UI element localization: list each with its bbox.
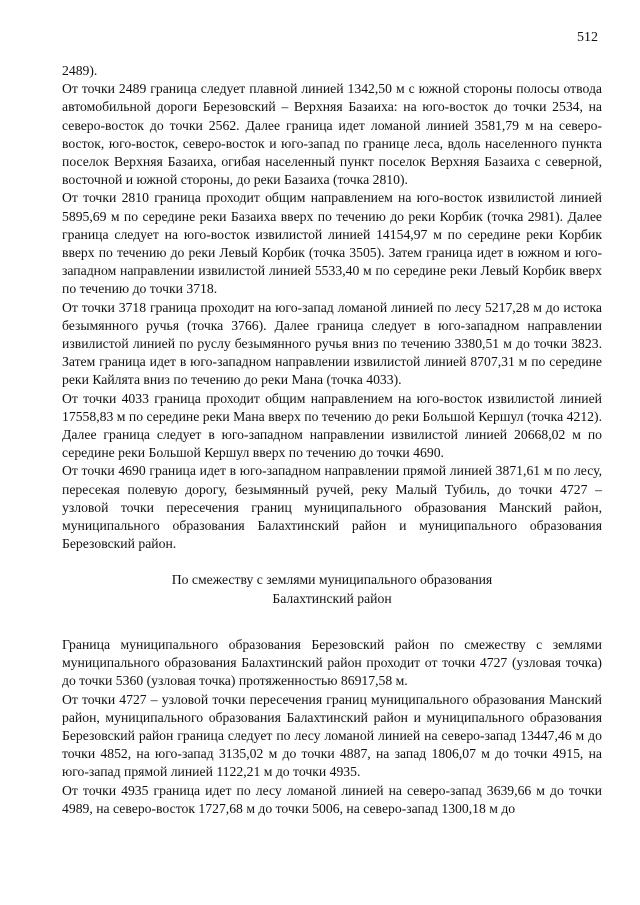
- paragraph-5: От точки 4033 граница проходит общим направлением на юго-восток извилистой линией 17558,83 м по середине реки Мана вверх по течению до реки Большой Кершул (точка 4212). Далее граница следует в юго-западном направлении извилистой линией 20668,02 м по середине реки Большой Кершул вверх по течению до точки 4690.: [62, 390, 602, 461]
- document-body: [62, 62, 602, 818]
- paragraph-1: 2489).: [62, 63, 98, 78]
- paragraph-7: Граница муниципального образования Березовский район по смежеству с землями муниципального образования Балахтинский район проходит от точки 4727 (узловая точка) до точки 5360 (узловая точка) протяженностью 86917,58 м.: [62, 636, 602, 689]
- paragraph-6: От точки 4690 граница идет в юго-западном направлении прямой линией 3871,61 м по лесу, пересекая полевую дорогу, безымянный ручей, реку Малый Тубиль, до точки 4727 – узловой точки пересечения границ муниципального образования Манский район, муниципального образования Балахтинский район и муниципального образования Березовский район.: [62, 463, 602, 552]
- paragraph-3: От точки 2810 граница проходит общим направлением на юго-восток извилистой линией 5895,69 м по середине реки Базаиха вверх по течению до реки Корбик (точка 2981). Далее граница следует на юго-восток извилистой линией 14154,97 м по середине реки Корбик вверх по течению до реки Левый Корбик (точка 3505). Затем граница идет в южном и юго-западном направлении извилистой линией 5533,40 м по середине реки Левый Корбик вверх по течению до точки 3718.: [62, 190, 602, 297]
- page-number: 512: [577, 30, 598, 45]
- section-heading-subtitle: Балахтинский район: [272, 590, 392, 606]
- paragraph-4: От точки 3718 граница проходит на юго-запад ломаной линией по лесу 5217,28 м до истока безымянного ручья (точка 3766). Далее граница следует в юго-западном направлении извилистой линией по руслу безымянного ручья вниз по течению 3380,51 м до точки 3823. Затем граница идет в юго-западном направлении извилистой линией 8707,31 м по середине реки Кайлята вниз по течению до реки Мана (точка 4033).: [62, 299, 602, 388]
- paragraph-2: От точки 2489 граница следует плавной линией 1342,50 м с южной стороны полосы отвода автомобильной дороги Березовский – Верхняя Базаиха: на юго-восток до точки 2534, на северо-восток до точки 2562. Далее граница идет ломаной линией 3581,79 м на северо-восток, юго-восток, северо-восток и юго-запад по границе леса, вдоль населенного пункта поселок Верхняя Базаиха, огибая населенный пункт поселок Верхняя Базаиха с северной, восточной и южной стороны, до реки Базаиха (точка 2810).: [62, 81, 602, 188]
- section-heading: По смежеству с землями муниципального образования: [171, 572, 493, 588]
- paragraph-8: От точки 4727 – узловой точки пересечения границ муниципального образования Манский район, муниципального образования Балахтинский район и муниципального образования Березовский район граница следует по лесу ломаной линией на северо-запад 13447,46 м до точки 4852, на юго-запад 3135,02 м до точки 4887, на запад 1806,07 м до точки 4915, на юго-запад прямой линией 1122,21 м до точки 4935.: [62, 691, 602, 780]
- paragraph-9: От точки 4935 граница идет по лесу ломаной линией на северо-запад 3639,66 м до точки 4989, на северо-восток 1727,68 м до точки 5006, на северо-запад 1300,18 м до: [62, 782, 602, 816]
